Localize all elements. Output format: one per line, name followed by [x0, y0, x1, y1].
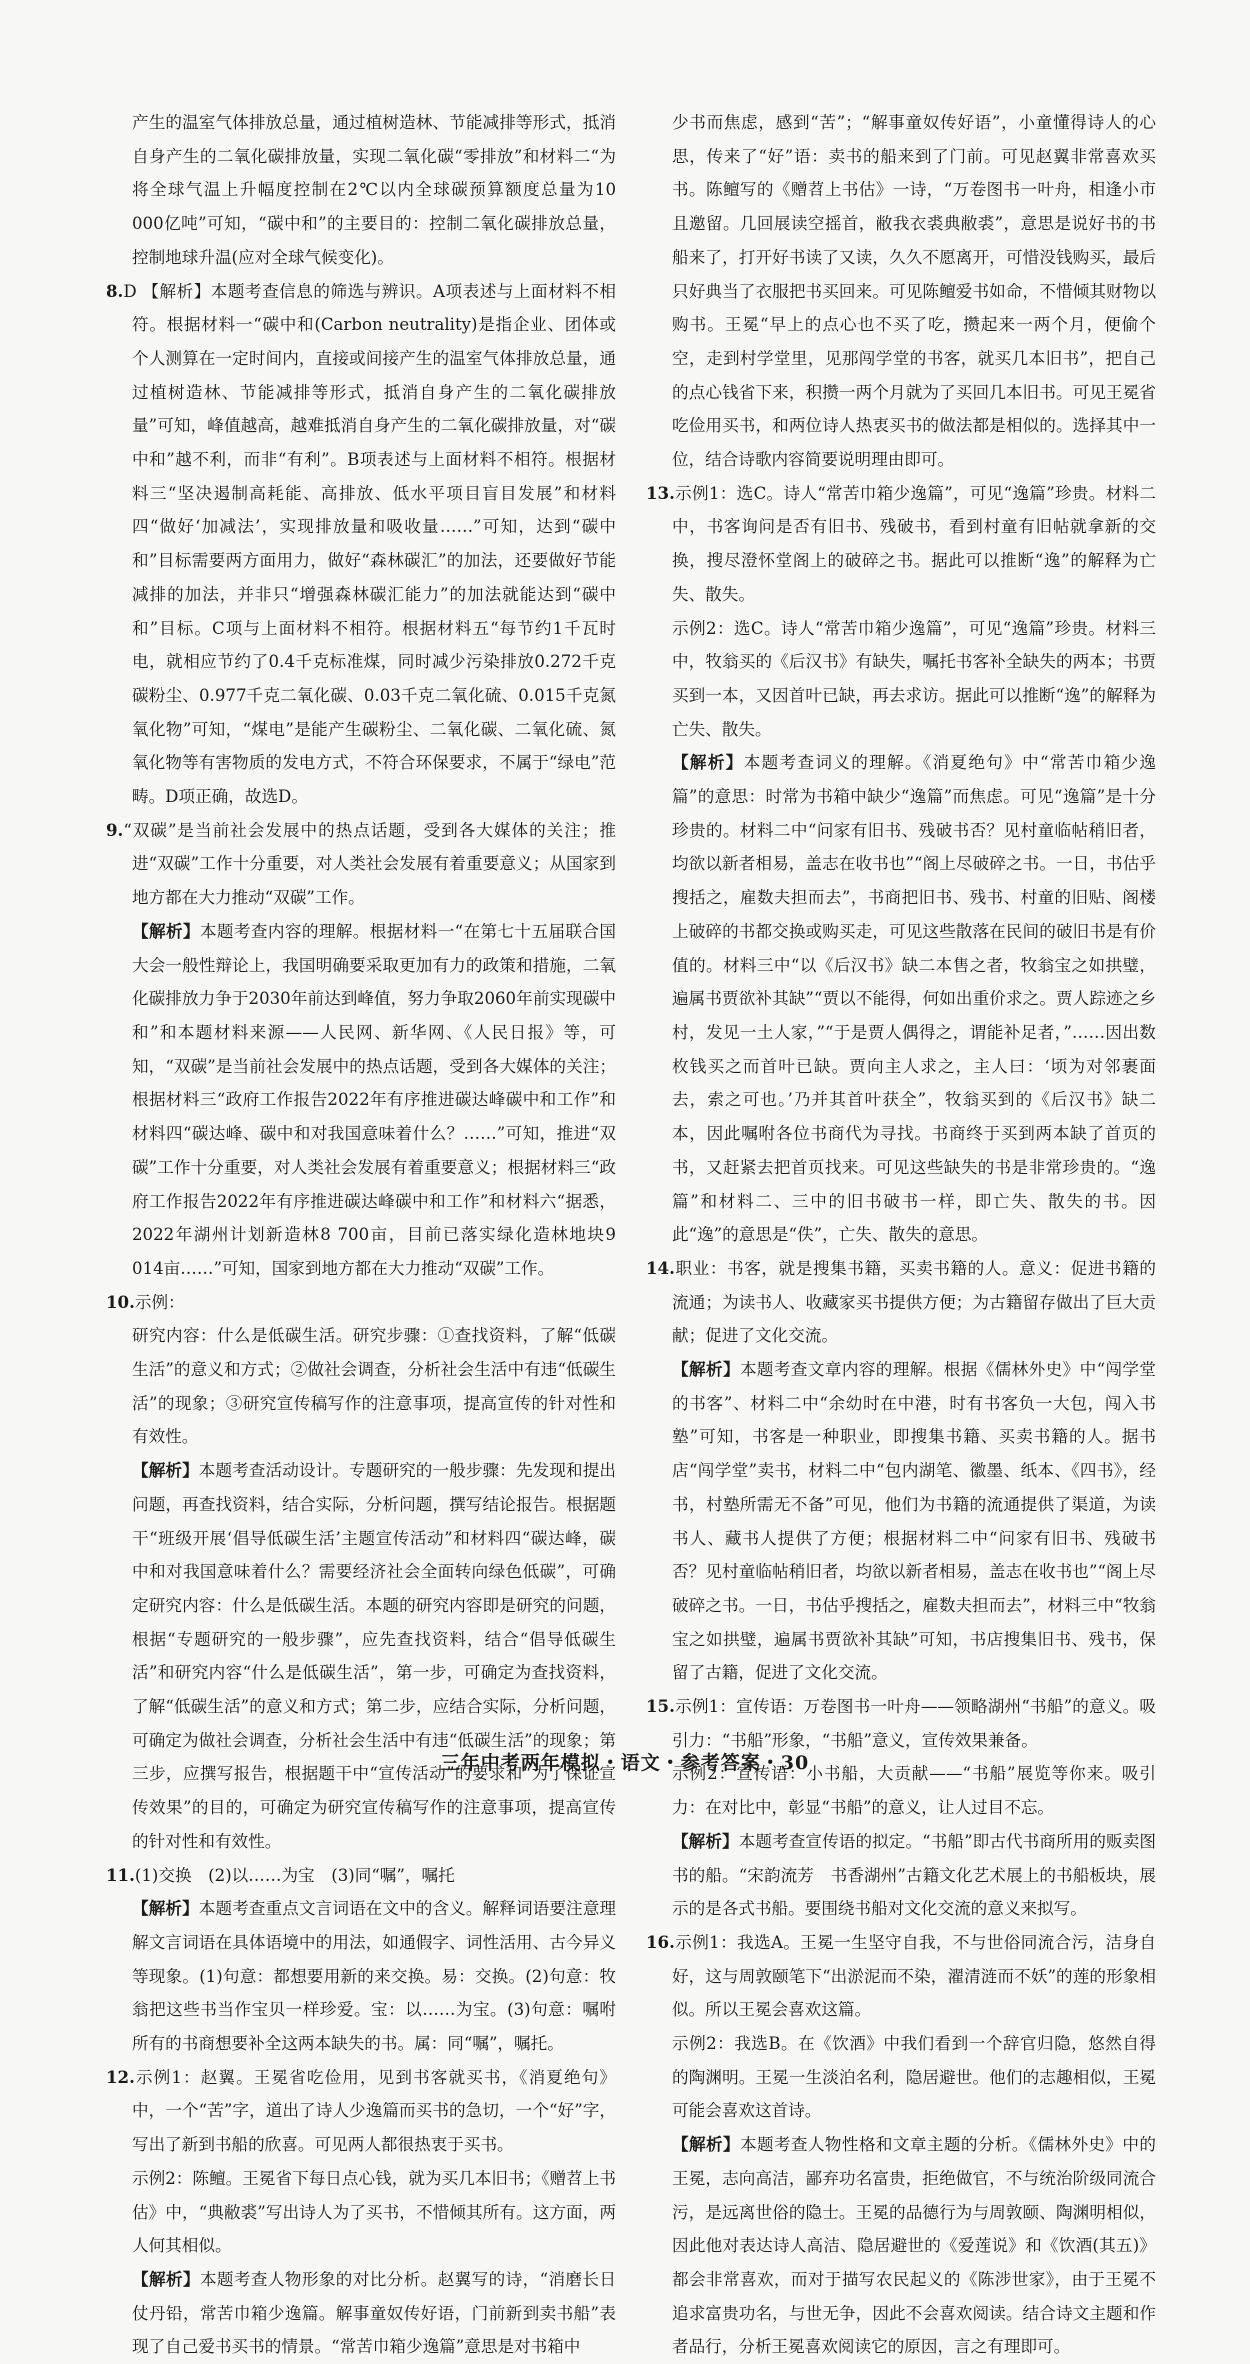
paragraph-text: 本题考查活动设计。专题研究的一般步骤：先发现和提出问题，再查找资料，结合实际，分析问题，撰写结论报告。根据题干“班级开展‘倡导低碳生活’主题宣传活动”和材料四“碳达峰，碳中和对我国意味着什么？需要经济社会全面转向绿色低碳”，可确定研究内容：什么是低碳生活。本题的研究内容即是研究的问题，根据“专题研究的一般步骤”，应先查找资料，结合“倡导低碳生活”和研究内容“什么是低碳生活”，第一步，可确定为查找资料，了解“低碳生活”的意义和方式；第二步，应结合实际，分析问题，可确定为做社会调查，分析社会生活中有违“低碳生活”的现象；第三步，应撰写报告，根据题干中“宣传活动”的要求和“为了保证宣传效果”的目的，可确定为研究宣传稿写作的注意事项，提高宣传的针对性和有效性。 [132, 1461, 617, 1851]
item-text: 示例1：宣传语：万卷图书一叶舟——领略湖州“书船”的意义。吸引力：“书船”形象，“书船”意义，宣传效果兼备。 [672, 1697, 1156, 1750]
answer-item [646, 1926, 1156, 2027]
paragraph-text: 示例2：选C。诗人“常苦巾箱少逸篇”，可见“逸篇”珍贵。材料三中，牧翁买的《后汉书》有缺失，嘱托书客补全缺失的两本；书贾买到一本，又因首叶已缺，再去求访。据此可以推断“逸”的解释为亡失、散失。 [672, 618, 1156, 739]
right-column [646, 106, 1156, 2364]
paragraph-text: 本题考查词义的理解。《消夏绝句》中“常苦巾箱少逸篇”的意思：时常为书箱中缺少“逸篇”而焦虑。可见“逸篇”是十分珍贵的。材料二中“问家有旧书、残破书否？见村童临帖稍旧者，均欲以新者相易，盖志在收书也”“阁上尽破碎之书。一日，书估乎搜括之，雇数夫担而去”，书商把旧书、残书、村童的旧贴、阁楼上破碎的书都交换或购买走，可见这些散落在民间的破旧书是有价值的。材料三中“以《后汉书》缺二本售之者，牧翁宝之如拱璧，遍属书贾欲补其缺”“贾以不能得，何如出重价求之。贾人踪迹之乡村，发见一土人家，”“于是贾人偶得之，谓能补足者，”……因出数枚钱买之而首叶已缺。贾向主人求之，主人曰：‘顷为对邻裹面去，索之可也。’乃并其首叶获全”，牧翁买到的《后汉书》缺二本，因此嘱咐各位书商代为寻找。书商终于买到两本缺了首页的书，又赶紧去把首页找来。可见这些缺失的书是非常珍贵的。“逸篇”和材料二、三中的旧书破书一样，即亡失、散失的书。因此“逸”的意思是“佚”，亡失、散失的意思。 [672, 753, 1157, 1245]
answer-paragraph [106, 2162, 616, 2263]
left-column [106, 106, 616, 2364]
item-number: 13. [646, 482, 675, 503]
answer-paragraph [646, 1353, 1156, 1690]
answer-paragraph [646, 2027, 1156, 2128]
paragraph-text: 本题考查人物性格和文章主题的分析。《儒林外史》中的王冕，志向高洁，鄙弃功名富贵，拒绝做官，不与统治阶级同流合污，是远离世俗的隐士。王冕的品德行为与周敦颐、陶渊明相似，因此他对表达诗人高洁、隐居避世的《爱莲说》和《饮酒(其五)》都会非常喜欢，而对于描写农民起义的《陈涉世家》，由于王冕不追求富贵功名，与世无争，因此不会喜欢阅读。结合诗文主题和作者品行，分析王冕喜欢阅读它的原因，言之有理即可。 [672, 2135, 1157, 2357]
answer-item [106, 814, 616, 915]
page-footer: 三年中考两年模拟・语文・参考答案・30 [440, 1752, 810, 1774]
continued-text: 产生的温室气体排放总量，通过植树造林、节能减排等形式，抵消自身产生的二氧化碳排放量，实现二氧化碳“零排放”和材料二“为将全球气温上升幅度控制在2℃以内全球碳预算额度总量为10 000亿吨”可知，“碳中和”的主要目的：控制二氧化碳排放总量，控制地球升温(应对全球气候变化)。 [132, 113, 616, 267]
item-number: 8. [106, 280, 124, 301]
item-text: 示例： [134, 1292, 185, 1312]
analysis-tag: 【解析】 [672, 752, 744, 773]
item-number: 9. [106, 819, 124, 840]
answer-paragraph [646, 2128, 1156, 2364]
item-text: 示例1：赵翼。王冕省吃俭用，见到书客就买书，《消夏绝句》中，一个“苦”字，道出了诗人少逸篇而买书的急切，一个“好”字，写出了新到书船的欣喜。可见两人都很热衷于买书。 [132, 2067, 616, 2155]
item-text: 职业：书客，就是搜集书籍，买卖书籍的人。意义：促进书籍的流通；为读书人、收藏家买书提供方便；为古籍留存做出了巨大贡献；促进了文化交流。 [672, 1258, 1156, 1346]
paragraph-text: 本题考查人物形象的对比分析。赵翼写的诗，“消磨长日仗丹铅，常苦巾箱少逸篇。解事童奴传好语，门前新到卖书船”表现了自己爱书买书的情景。“常苦巾箱少逸篇”意思是对书箱中 [132, 2270, 617, 2357]
answer-item [106, 1859, 616, 1893]
paragraph-text: 示例2：陈鳣。王冕省下每日点心钱，就为买几本旧书；《赠苕上书估》中，“典敝裘”写出诗人为了买书，不惜倾其所有。这方面，两人何其相似。 [132, 2168, 616, 2256]
paragraph-text: 本题考查宣传语的拟定。“书船”即古代书商所用的贩卖图书的船。“宋韵流芳 书香湖州”古籍文化艺术展上的书船板块，展示的是各式书船。要围绕书船对文化交流的意义来拟写。 [672, 1831, 1157, 1919]
analysis-tag: 【解析】 [672, 2134, 740, 2155]
item-text: 示例1：选C。诗人“常苦巾箱少逸篇”，可见“逸篇”珍贵。材料二中，书客询问是否有旧书、残破书，看到村童有旧帖就拿新的交换，搜尽澄怀堂阁上的破碎之书。据此可以推断“逸”的解释为亡失、散失。 [672, 483, 1156, 604]
item-text: D 【解析】本题考查信息的筛选与辨识。A项表述与上面材料不相符。根据材料一“碳中和(Carbon neutrality)是指企业、团体或个人测算在一定时间内，直接或间接产生的温室气体排放总量，通过植树造林、节能减排等形式，抵消自身产生的二氧化碳排放量”可知，峰值越高，越难抵消自身产生的二氧化碳排放量，对“碳中和”越不利，而非“有利”。B项表述与上面材料不相符。根据材料三“坚决遏制高耗能、高排放、低水平项目盲目发展”和材料四“做好‘加减法’，实现排放量和吸收量……”可知，达到“碳中和”目标需要两方面用力，做好“森林碳汇”的加法，还要做好节能减排的加法，并非只“增强森林碳汇能力”的加法就能达到“碳中和”目标。C项与上面材料不相符。根据材料五“每节约1千瓦时电，就相应节约了0.4千克标准煤，同时减少污染排放0.272千克碳粉尘、0.977千克二氧化碳、0.03千克二氧化硫、0.015千克氮氧化物”可知，“煤电”是能产生碳粉尘、二氧化碳、二氧化硫、氮氧化物等有害物质的发电方式，不符合环保要求，不属于“绿电”范畴。D项正确，故选D。 [123, 281, 616, 807]
paragraph-text: 本题考查文章内容的理解。根据《儒林外史》中“闯学堂的书客”、材料二中“余幼时在中港，时有书客负一大包，闯入书塾”可知，书客是一种职业，即搜集书籍、买卖书籍的人。据书店“闯学堂”卖书，材料二中“包内湖笔、徽墨、纸本、《四书》，经书，村塾所需无不备”可见，他们为书籍的流通提供了渠道，为读书人、藏书人提供了方便；根据材料二中“问家有旧书、残破书否？见村童临帖稍旧者，均欲以新者相易，盖志在收书也”“阁上尽破碎之书。一日，书估乎搜括之，雇数夫担而去”，材料三中“牧翁宝之如拱璧，遍属书贾欲补其缺”可知，书店搜集旧书、残书，保留了古籍，促进了文化交流。 [672, 1360, 1157, 1683]
paragraph-text: 本题考查内容的理解。根据材料一“在第七十五届联合国大会一般性辩论上，我国明确要采取更加有力的政策和措施，二氧化碳排放力争于2030年前达到峰值，努力争取2060年前实现碳中和”和本题材料来源——人民网、新华网、《人民日报》等，可知，“双碳”是当前社会发展中的热点话题，受到各大媒体的关注；根据材料三“政府工作报告2022年有序推进碳达峰碳中和工作”和材料四“碳达峰、碳中和对我国意味着什么？……”可知，推进“双碳”工作十分重要，对人类社会发展有着重要意义；根据材料三“政府工作报告2022年有序推进碳达峰碳中和工作”和材料六“据悉，2022年湖州计划新造林8 700亩，目前已落实绿化造林地块9 014亩……”可知，国家到地方都在大力推动“双碳”工作。 [132, 921, 617, 1278]
item-text: (1)交换 (2)以……为宝 (3)同“嘱”，嘱托 [134, 1865, 455, 1885]
analysis-tag: 【解析】 [132, 2269, 200, 2289]
paragraph-text: 示例2：我选B。在《饮酒》中我们看到一个辞官归隐，悠然自得的陶渊明。王冕一生淡泊名利，隐居避世。他们的志趣相似，王冕可能会喜欢这首诗。 [672, 2034, 1156, 2121]
answer-item [106, 2061, 616, 2162]
answer-paragraph [646, 612, 1156, 747]
paragraph-text: 研究内容：什么是低碳生活。研究步骤：①查找资料，了解“低碳生活”的意义和方式；②做社会调查，分析社会生活中有违“低碳生活”的现象；③研究宣传稿写作的注意事项，提高宣传的针对性和有效性。 [132, 1326, 616, 1447]
answer-item [106, 275, 616, 814]
answer-item [106, 1286, 616, 1320]
item-number: 12. [106, 2066, 135, 2087]
item-number: 11. [106, 1864, 135, 1885]
answer-item [646, 1252, 1156, 1353]
answer-paragraph [106, 1454, 616, 1858]
answer-paragraph [646, 746, 1156, 1252]
answer-paragraph [106, 1319, 616, 1454]
analysis-tag: 【解析】 [672, 1830, 739, 1851]
item-text: “双碳”是当前社会发展中的热点话题，受到各大媒体的关注；推进“双碳”工作十分重要，对人类社会发展有着重要意义；从国家到地方都在大力推动“双碳”工作。 [123, 820, 616, 908]
answer-paragraph [106, 1892, 616, 2061]
item-number: 15. [646, 1696, 675, 1717]
paragraph-text: 示例2：宣传语：小书船，大贡献——“书船”展览等你来。吸引力：在对比中，彰显“书船”的意义，让人过目不忘。 [672, 1764, 1156, 1818]
item-text: 示例1：我选A。王冕一生坚守自我，不与世俗同流合污，洁身自好，这与周敦颐笔下“出淤泥而不染，濯清涟而不妖”的莲的形象相似。所以王冕会喜欢这篇。 [672, 1932, 1156, 2020]
answer-item [646, 477, 1156, 612]
paragraph-text: 本题考查重点文言词语在文中的含义。解释词语要注意理解文言词语在具体语境中的用法，如通假字、词性活用、古今异义等现象。(1)句意：都想要用新的来交换。易：交换。(2)句意：牧翁把这些书当作宝贝一样珍爱。宝：以……为宝。(3)句意：嘱咐所有的书商想要补全这两本缺失的书。属：同“嘱”，嘱托。 [132, 1899, 617, 2054]
answer-paragraph [106, 915, 616, 1286]
continued-text: 少书而焦虑，感到“苦”；“解事童奴传好语”，小童懂得诗人的心思，传来了“好”语：卖书的船来到了门前。可见赵翼非常喜欢买书。陈鳣写的《赠苕上书估》一诗，“万卷图书一叶舟，相逢小市且邀留。几回展读空摇首，敝我衣裘典敝裘”，意思是说好书的书船来了，打开好书读了又读，久久不愿离开，可惜没钱购买，最后只好典当了衣服把书买回来。可见陈鳣爱书如命，不惜倾其财物以购书。王冕“早上的点心也不买了吃，攒起来一两个月，便偷个空，走到村学堂里，见那闯学堂的书客，就买几本旧书”，把自己的点心钱省下来，积攒一两个月就为了买回几本旧书。可见王冕省吃俭用买书，和两位诗人热衷买书的做法都是相似的。选择其中一位，结合诗歌内容简要说明理由即可。 [672, 113, 1156, 470]
item-number: 10. [106, 1291, 135, 1312]
analysis-tag: 【解析】 [132, 1898, 199, 1919]
analysis-tag: 【解析】 [672, 1359, 740, 1380]
analysis-tag: 【解析】 [132, 1460, 199, 1481]
analysis-tag: 【解析】 [132, 920, 200, 941]
item-number: 16. [646, 1931, 675, 1952]
item-number: 14. [646, 1257, 675, 1278]
answer-paragraph [646, 1825, 1156, 1926]
answer-paragraph [106, 2263, 616, 2364]
